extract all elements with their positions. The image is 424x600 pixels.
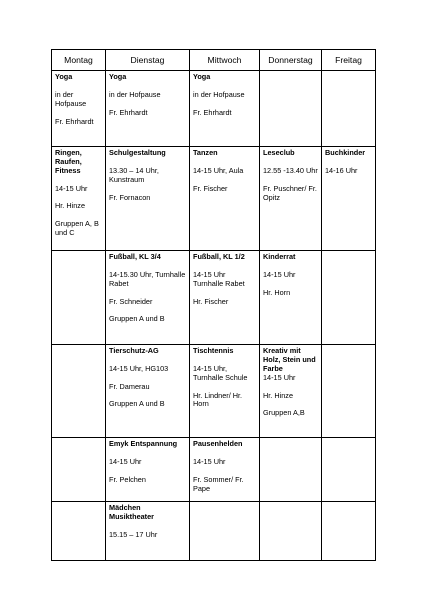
activity-detail: Fr. Fornacon [109, 192, 151, 202]
activity-detail: 14-15 Uhr [55, 183, 88, 193]
cell-tuesday [106, 251, 190, 345]
activity-detail: 14-16 Uhr [325, 165, 358, 175]
activity-detail: 14-15 Uhr [193, 456, 226, 466]
activity-detail: Fr. Schneider [109, 296, 153, 306]
activity-detail: 15.15 – 17 Uhr [109, 529, 158, 539]
activity-detail: Hr. Fischer [193, 296, 229, 306]
activity-title: Leseclub [263, 148, 295, 157]
activity-detail: Hr. Horn [263, 287, 291, 297]
table-row [52, 71, 376, 147]
activity-title: Fußball, KL 1/2 [193, 252, 245, 261]
cell-friday [322, 502, 376, 561]
activity-detail: Hr. Hinze [263, 390, 294, 400]
schedule-table [51, 49, 376, 561]
activity-detail: Fr. Fischer [193, 183, 228, 193]
header-thursday: Donnerstag [260, 50, 322, 71]
cell-monday [52, 502, 106, 561]
cell-thursday [260, 438, 322, 502]
cell-wednesday [190, 71, 260, 147]
table-row [52, 438, 376, 502]
table-row [52, 502, 376, 561]
header-row [52, 50, 376, 71]
activity-detail: in der Hofpause [55, 89, 87, 108]
activity-title: Fußball, KL 3/4 [109, 252, 161, 261]
activity-detail: Gruppen A und B [109, 314, 165, 324]
cell-thursday [260, 71, 322, 147]
activity-detail: 14-15 Uhr Turnhalle Rabet [193, 269, 245, 288]
cell-friday [322, 71, 376, 147]
activity-title: Tanzen [193, 148, 218, 157]
activity-title: Yoga [55, 72, 73, 81]
activity-detail: Hr. Lindner/ Hr. Horn [193, 390, 243, 409]
activity-title: Buchkinder [325, 148, 366, 157]
activity-detail: Gruppen A, B und C [55, 219, 99, 238]
activity-detail: Gruppen A und B [109, 399, 165, 409]
activity-title: Kinderrat [263, 252, 296, 261]
activity-detail: in der Hofpause [109, 89, 161, 99]
cell-thursday [260, 251, 322, 345]
activity-detail: 12.55 -13.40 Uhr [263, 165, 318, 175]
cell-wednesday [190, 345, 260, 438]
cell-monday [52, 71, 106, 147]
cell-thursday [260, 345, 322, 438]
cell-monday [52, 147, 106, 251]
activity-detail: 14-15 Uhr [263, 269, 296, 279]
activity-detail: Fr. Puschner/ Fr. Opitz [263, 183, 317, 202]
cell-tuesday [106, 147, 190, 251]
table-row [52, 251, 376, 345]
header-wednesday: Mittwoch [190, 50, 260, 71]
table-row [52, 147, 376, 251]
activity-detail: Fr. Ehrhardt [55, 116, 94, 126]
activity-title: Tierschutz-AG [109, 346, 159, 355]
cell-monday [52, 251, 106, 345]
activity-detail: 14-15 Uhr, Aula [193, 165, 244, 175]
cell-friday [322, 147, 376, 251]
cell-wednesday [190, 147, 260, 251]
activity-detail: 14-15 Uhr [263, 372, 296, 382]
activity-detail: Fr. Damerau [109, 381, 150, 391]
cell-wednesday [190, 438, 260, 502]
activity-detail: Fr. Ehrhardt [109, 107, 148, 117]
cell-friday [322, 345, 376, 438]
activity-detail: Hr. Hinze [55, 201, 86, 211]
cell-tuesday [106, 502, 190, 561]
activity-detail: in der Hofpause [193, 89, 245, 99]
activity-title: Pausenhelden [193, 439, 243, 448]
activity-detail: Fr. Pelchen [109, 474, 146, 484]
cell-friday [322, 438, 376, 502]
activity-detail: 14-15 Uhr, HG103 [109, 363, 169, 373]
activity-detail: 14-15 Uhr [109, 456, 142, 466]
activity-title: Kreativ mit Holz, Stein und Farbe [263, 346, 316, 373]
activity-title: Ringen, Raufen, Fitness [55, 148, 82, 175]
activity-detail: Fr. Ehrhardt [193, 107, 232, 117]
cell-friday [322, 251, 376, 345]
activity-title: Schulgestaltung [109, 148, 166, 157]
cell-monday [52, 438, 106, 502]
cell-wednesday [190, 502, 260, 561]
activity-title: Emyk Entspannung [109, 439, 178, 448]
cell-wednesday [190, 251, 260, 345]
activity-detail: Fr. Sommer/ Fr. Pape [193, 474, 244, 493]
activity-title: Yoga [193, 72, 211, 81]
activity-detail: 13.30 – 14 Uhr, Kunstraum [109, 165, 159, 184]
cell-tuesday [106, 438, 190, 502]
header-friday: Freitag [322, 50, 376, 71]
activity-detail: 14-15 Uhr, Turnhalle Schule [193, 363, 248, 382]
table-row [52, 345, 376, 438]
cell-thursday [260, 147, 322, 251]
cell-tuesday [106, 345, 190, 438]
activity-title: Mädchen Musiktheater [109, 503, 155, 521]
header-tuesday: Dienstag [106, 50, 190, 71]
activity-detail: Gruppen A,B [263, 408, 305, 418]
activity-detail: 14-15.30 Uhr, Turnhalle Rabet [109, 269, 186, 288]
cell-thursday [260, 502, 322, 561]
activity-title: Tischtennis [193, 346, 234, 355]
activity-title: Yoga [109, 72, 127, 81]
cell-monday [52, 345, 106, 438]
cell-tuesday [106, 71, 190, 147]
header-monday: Montag [52, 50, 106, 71]
